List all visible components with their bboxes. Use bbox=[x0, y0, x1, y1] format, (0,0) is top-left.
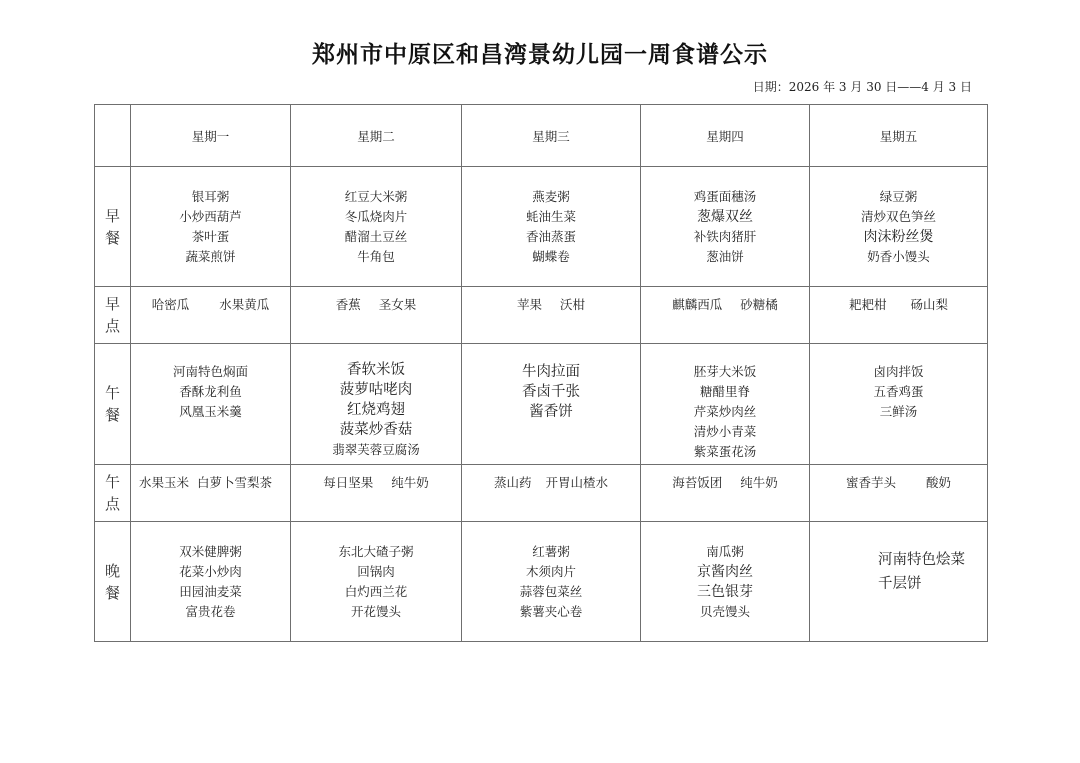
menu-cell bbox=[131, 465, 291, 522]
dish: 葱爆双丝 bbox=[697, 208, 753, 225]
dish: 回锅肉 bbox=[357, 563, 395, 579]
menu-cell bbox=[291, 465, 462, 522]
dish: 茶叶蛋 bbox=[191, 228, 230, 244]
dish: 鸡蛋面穗汤 bbox=[693, 188, 757, 204]
menu-cell bbox=[462, 522, 641, 642]
dish: 紫薯夹心卷 bbox=[519, 603, 583, 619]
dish: 牛角包 bbox=[357, 248, 395, 264]
dish: 菠萝咕咾肉 bbox=[339, 382, 413, 398]
dish: 每日坚果 bbox=[323, 475, 374, 490]
day-header-wed: 星期三 bbox=[462, 105, 641, 167]
row-label-breakfast bbox=[95, 167, 131, 287]
menu-cell bbox=[810, 522, 988, 642]
dish: 蔬菜煎饼 bbox=[185, 248, 236, 264]
dish: 哈密瓜 bbox=[151, 297, 190, 312]
dish: 牛肉拉面 bbox=[522, 364, 580, 380]
weekly-menu-table bbox=[94, 104, 988, 642]
row-label-afternoon-snack bbox=[95, 465, 131, 522]
dish: 三色银芽 bbox=[697, 583, 753, 600]
dish: 白萝卜雪梨茶 bbox=[197, 475, 273, 490]
row-label-lunch bbox=[95, 344, 131, 465]
dish: 开胃山楂水 bbox=[545, 475, 609, 490]
corner-cell bbox=[95, 105, 131, 167]
dish: 双米健脾粥 bbox=[179, 543, 242, 559]
dish: 苹果 bbox=[516, 297, 542, 312]
day-header-mon: 星期一 bbox=[131, 105, 291, 167]
dish: 开花馒头 bbox=[350, 603, 401, 619]
dish: 菠菜炒香菇 bbox=[339, 422, 413, 438]
row-label-char: 点 bbox=[104, 317, 120, 335]
dish: 水果黄瓜 bbox=[219, 297, 270, 312]
row-label-char: 餐 bbox=[104, 406, 120, 424]
dish: 千层饼 bbox=[878, 576, 922, 592]
dinner-row bbox=[95, 522, 988, 642]
menu-cell bbox=[462, 344, 641, 465]
dish: 五香鸡蛋 bbox=[873, 384, 924, 399]
menu-cell bbox=[291, 344, 462, 465]
dish: 白灼西兰花 bbox=[344, 583, 408, 599]
dish: 海苔饭团 bbox=[672, 475, 723, 490]
dish: 京酱肉丝 bbox=[697, 563, 753, 580]
date-range: 日期：2026 年 3 月 30 日——4 月 3 日 bbox=[752, 80, 972, 94]
menu-cell bbox=[810, 344, 988, 465]
dish: 南瓜粥 bbox=[706, 543, 744, 559]
dish: 河南特色烩菜 bbox=[878, 552, 965, 568]
dish: 肉沫粉丝煲 bbox=[863, 228, 934, 245]
dish: 田园油麦菜 bbox=[179, 583, 242, 599]
dish: 蒸山药 bbox=[493, 475, 532, 490]
day-header-tue: 星期二 bbox=[291, 105, 462, 167]
menu-cell bbox=[131, 167, 291, 287]
row-label-char: 点 bbox=[104, 495, 120, 513]
dish: 胚芽大米饭 bbox=[693, 364, 757, 379]
dish: 紫菜蛋花汤 bbox=[693, 444, 757, 459]
dish: 蜜香芋头 bbox=[845, 475, 896, 490]
dish: 蚝油生菜 bbox=[525, 208, 576, 224]
row-label-char: 午 bbox=[104, 473, 120, 491]
menu-cell bbox=[641, 287, 810, 344]
dish: 木须肉片 bbox=[525, 563, 576, 579]
dish: 砂糖橘 bbox=[740, 297, 778, 312]
menu-cell bbox=[131, 522, 291, 642]
row-label-char: 午 bbox=[104, 384, 120, 402]
dish: 绿豆粥 bbox=[879, 188, 918, 204]
dish: 酱香饼 bbox=[529, 404, 573, 420]
row-label-char: 早 bbox=[104, 206, 120, 225]
dish: 清炒小青菜 bbox=[693, 424, 757, 439]
dish: 补铁肉猪肝 bbox=[693, 228, 757, 244]
dish: 酸奶 bbox=[926, 475, 952, 490]
dish: 砀山梨 bbox=[910, 297, 949, 312]
breakfast-row bbox=[95, 167, 988, 287]
dish: 纯牛奶 bbox=[391, 475, 429, 490]
menu-cell bbox=[291, 167, 462, 287]
day-header-thu: 星期四 bbox=[641, 105, 810, 167]
dish: 葱油饼 bbox=[706, 248, 744, 264]
menu-cell bbox=[810, 287, 988, 344]
dish: 奶香小馒头 bbox=[867, 248, 930, 264]
dish: 富贵花卷 bbox=[185, 603, 236, 619]
dish: 香软米饭 bbox=[347, 362, 405, 378]
dish: 清炒双色笋丝 bbox=[860, 208, 936, 224]
header-row bbox=[95, 105, 988, 167]
menu-cell bbox=[462, 465, 641, 522]
morning-snack-row bbox=[95, 287, 988, 344]
dish: 小炒西葫芦 bbox=[179, 208, 242, 224]
menu-cell bbox=[641, 167, 810, 287]
dish: 冬瓜烧肉片 bbox=[344, 208, 408, 224]
row-label-char: 餐 bbox=[104, 228, 120, 247]
dish: 蒜蓉包菜丝 bbox=[519, 583, 583, 599]
dish: 香油蒸蛋 bbox=[525, 228, 576, 244]
menu-cell bbox=[810, 167, 988, 287]
dish: 香酥龙利鱼 bbox=[179, 384, 242, 399]
dish: 麒麟西瓜 bbox=[672, 297, 723, 312]
dish: 纯牛奶 bbox=[740, 475, 778, 490]
dish: 卤肉拌饭 bbox=[873, 364, 924, 379]
row-label-dinner bbox=[95, 522, 131, 642]
day-header-fri: 星期五 bbox=[810, 105, 988, 167]
dish: 风凰玉米羹 bbox=[179, 404, 242, 419]
dish: 水果玉米 bbox=[139, 475, 190, 490]
dish: 翡翠芙蓉豆腐汤 bbox=[332, 442, 420, 457]
dish: 圣女果 bbox=[378, 297, 417, 312]
menu-cell bbox=[641, 465, 810, 522]
dish: 贝壳馒头 bbox=[699, 603, 750, 619]
row-label-char: 餐 bbox=[104, 583, 120, 602]
dish: 河南特色焖面 bbox=[172, 364, 248, 379]
menu-cell bbox=[131, 344, 291, 465]
dish: 沃柑 bbox=[560, 297, 586, 312]
afternoon-snack-row bbox=[95, 465, 988, 522]
menu-cell bbox=[641, 344, 810, 465]
dish: 香卤千张 bbox=[522, 384, 580, 400]
dish: 红烧鸡翅 bbox=[347, 402, 405, 418]
dish: 燕麦粥 bbox=[532, 188, 570, 204]
menu-cell bbox=[641, 522, 810, 642]
dish: 花菜小炒肉 bbox=[179, 563, 242, 579]
dish: 香蕉 bbox=[335, 297, 361, 312]
menu-cell bbox=[131, 287, 291, 344]
menu-cell bbox=[291, 287, 462, 344]
row-label-char: 早 bbox=[104, 295, 120, 313]
row-label-char: 晚 bbox=[104, 561, 120, 580]
dish: 红豆大米粥 bbox=[344, 188, 408, 204]
page-title: 郑州市中原区和昌湾景幼儿园一周食谱公示 bbox=[312, 42, 768, 68]
menu-cell bbox=[291, 522, 462, 642]
menu-cell bbox=[810, 465, 988, 522]
dish: 醋溜土豆丝 bbox=[344, 228, 408, 244]
menu-cell bbox=[462, 287, 641, 344]
dish: 东北大碴子粥 bbox=[338, 543, 414, 559]
dish: 芹菜炒肉丝 bbox=[693, 404, 757, 419]
lunch-row bbox=[95, 344, 988, 465]
dish: 蝴蝶卷 bbox=[532, 248, 570, 264]
dish: 红薯粥 bbox=[532, 543, 570, 559]
dish: 耙耙柑 bbox=[848, 297, 887, 312]
dish: 糖醋里脊 bbox=[699, 384, 750, 399]
menu-cell bbox=[462, 167, 641, 287]
row-label-morning-snack bbox=[95, 287, 131, 344]
dish: 银耳粥 bbox=[191, 188, 230, 204]
dish: 三鲜汤 bbox=[879, 404, 918, 419]
